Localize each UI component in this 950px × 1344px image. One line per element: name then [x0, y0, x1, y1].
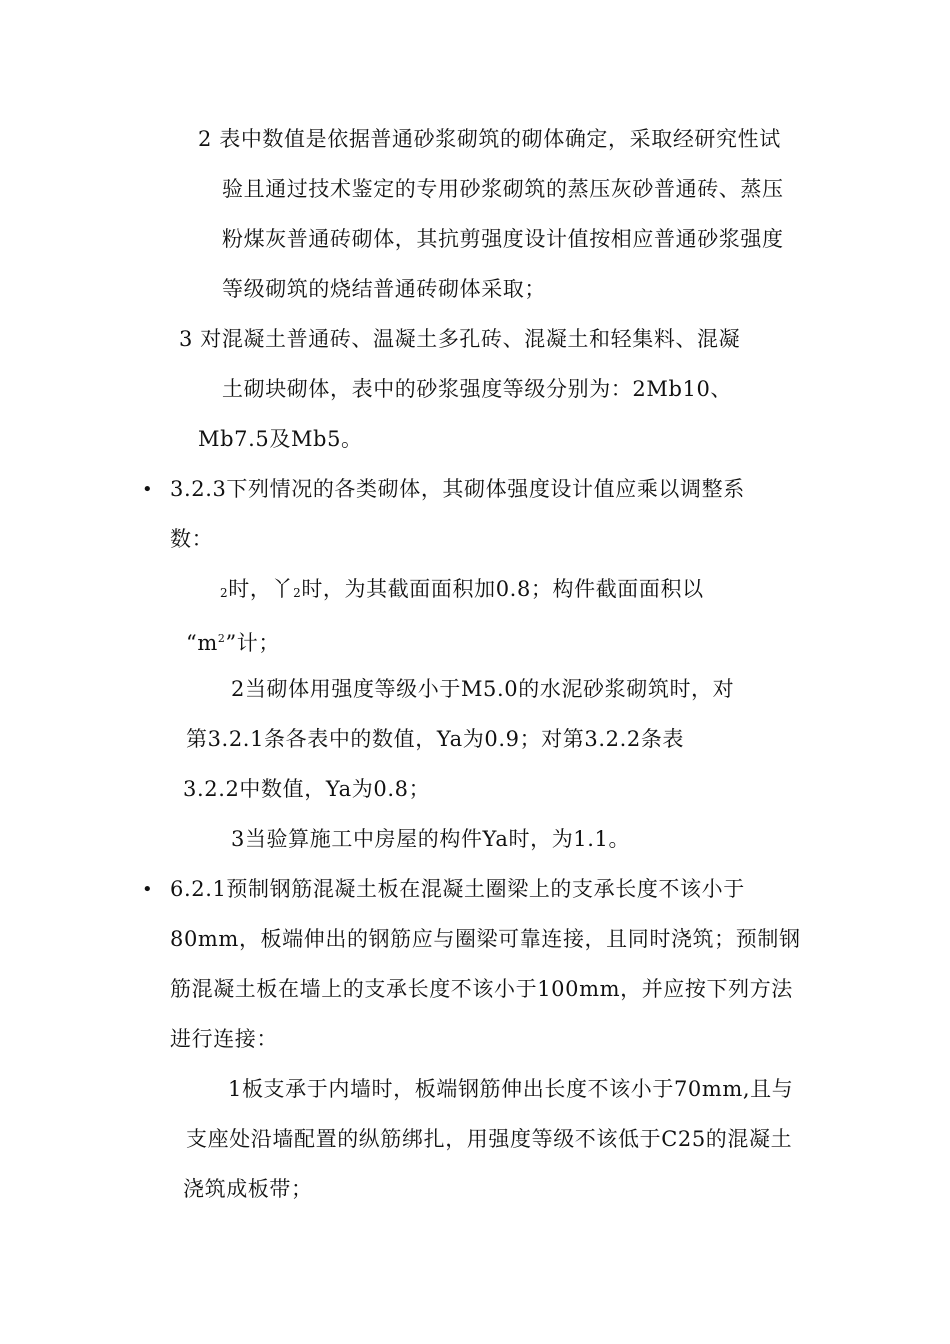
note2-line-1: 2 表中数值是依据普通砂浆砌筑的砌体确定，采取经研究性试	[198, 127, 781, 151]
item-text: 时，为其截面面积加0.8；构件截面面积以	[301, 577, 704, 601]
section-323-item2-line-3: 3.2.2中数值，Ya为0.8；	[183, 777, 431, 801]
section-621-item1-line-2: 支座处沿墙配置的纵筋绑扎，用强度等级不该低于C25的混凝土	[186, 1127, 793, 1151]
subscript-text: 2	[220, 586, 229, 600]
superscript-text: 2	[217, 632, 226, 645]
note3-line-2: 土砌块砌体，表中的砂浆强度等级分别为：2Mb10、	[222, 377, 733, 401]
item-text: 时，丫	[228, 577, 294, 601]
note2-line-3: 粉煤灰普通砖砌体，其抗剪强度设计值按相应普通砂浆强度	[222, 227, 784, 251]
subscript-text: 2	[293, 586, 302, 600]
bullet-marker: •	[142, 879, 153, 900]
section-621-line-3: 筋混凝土板在墙上的支承长度不该小于100mm，并应按下列方法	[170, 977, 793, 1001]
note3-line-1: 3 对混凝土普通砖、温凝土多孔砖、混凝土和轻集料、混凝	[179, 327, 741, 351]
section-621-line-4: 进行连接：	[170, 1027, 278, 1051]
section-621-line-1: 6.2.1预制钢筋混凝土板在混凝土圈梁上的支承长度不该小于	[170, 877, 745, 901]
section-621-item1-line-1: 1板支承于内墙时，板端钢筋伸出长度不该小于70mm,且与	[228, 1077, 794, 1101]
bullet-marker: •	[142, 479, 153, 500]
note2-line-2: 验且通过技术鉴定的专用砂浆砌筑的蒸压灰砂普通砖、蒸压	[222, 177, 784, 201]
section-323-line-1: 3.2.3下列情况的各类砌体，其砌体强度设计值应乘以调整系	[170, 477, 745, 501]
section-323-item3-line-1: 3当验算施工中房屋的构件Ya时，为1.1。	[231, 827, 631, 851]
section-323-item2-line-2: 第3.2.1条各表中的数值，Ya为0.9；对第3.2.2条表	[186, 727, 685, 751]
section-323-item1-line-2	[186, 624, 280, 658]
note3-line-3: Mb7.5及Mb5。	[198, 427, 363, 451]
section-621-item1-line-3: 浇筑成板带；	[183, 1177, 313, 1201]
section-323-line-2: 数：	[170, 527, 214, 551]
section-323-item2-line-1: 2当砌体用强度等级小于M5.0的水泥砂浆砌筑时，对	[231, 677, 735, 701]
item-text: “m	[186, 631, 218, 655]
section-323-item1-line-1	[220, 574, 704, 608]
note2-line-4: 等级砌筑的烧结普通砖砌体采取；	[222, 277, 546, 301]
item-text: ”计；	[225, 631, 281, 655]
section-621-line-2: 80mm，板端伸出的钢筋应与圈梁可靠连接，且同时浇筑；预制钢	[170, 927, 801, 951]
